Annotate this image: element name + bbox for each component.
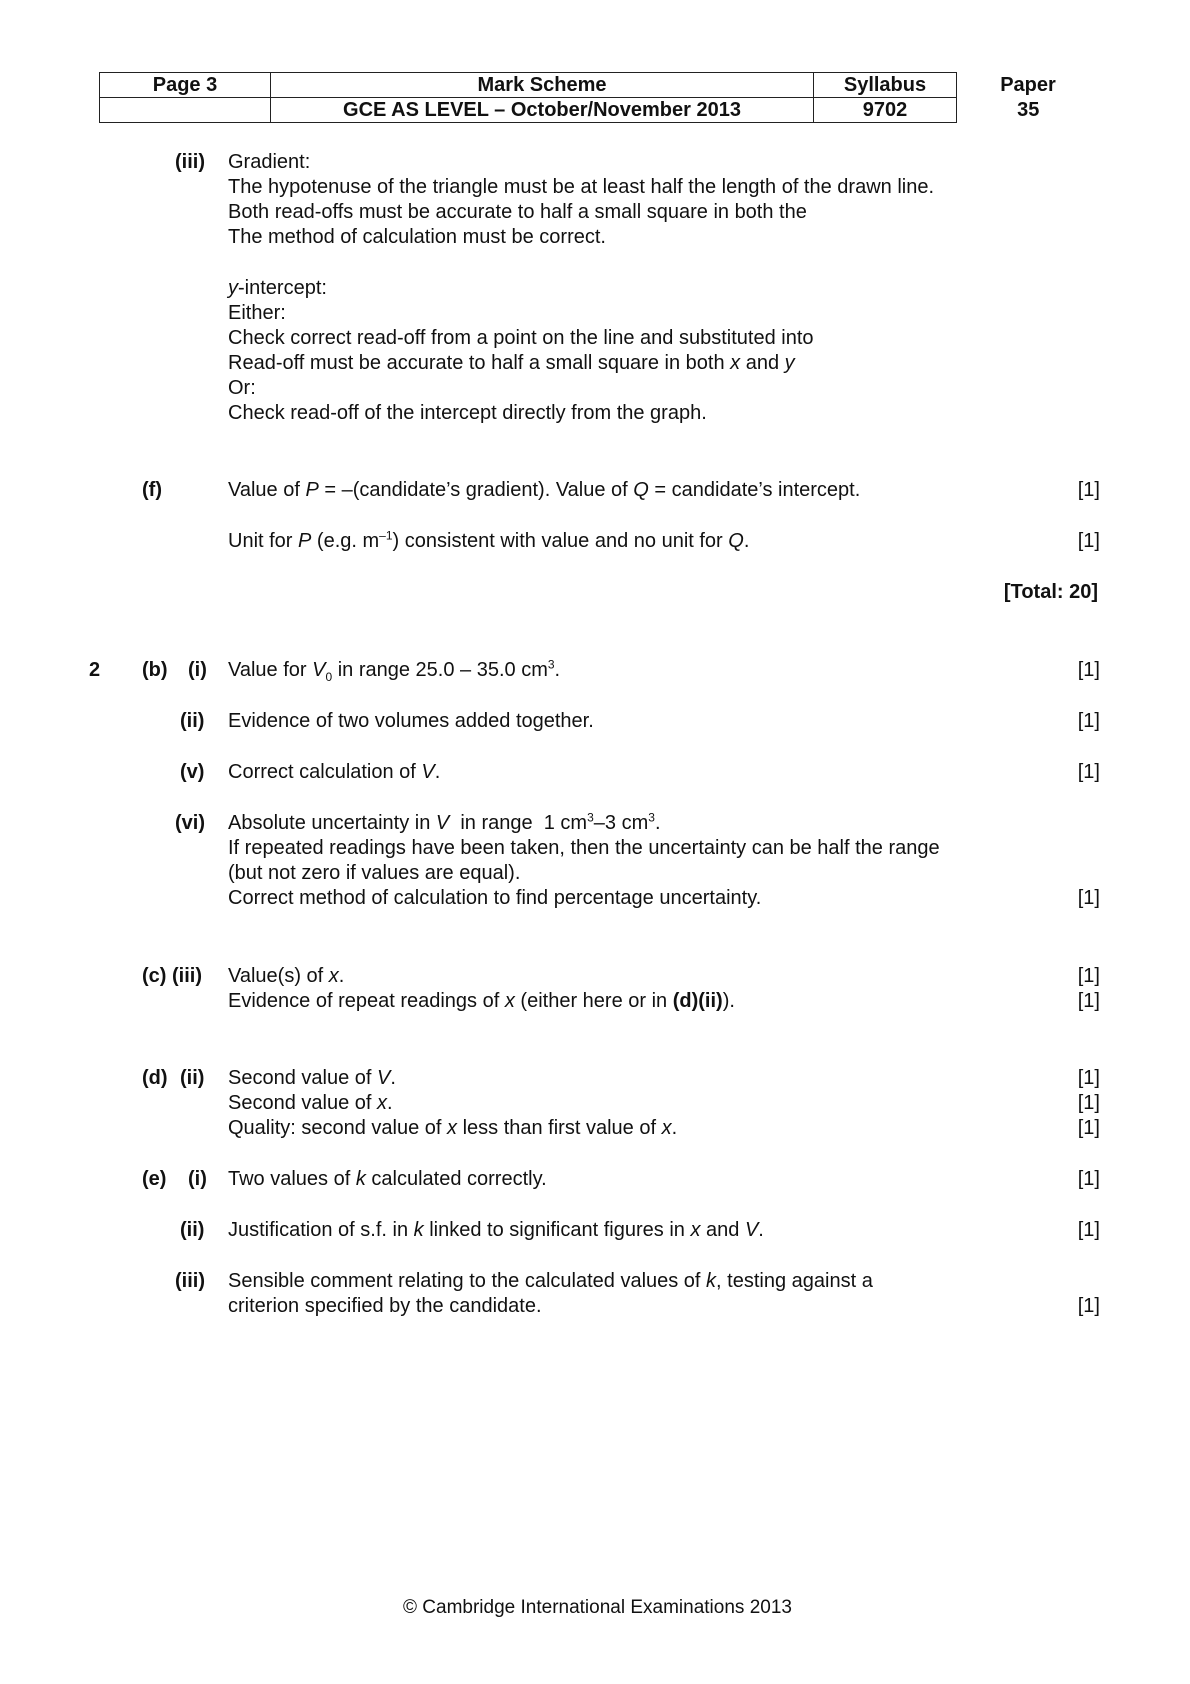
q1f-label: (f)	[142, 479, 162, 501]
q2b-i-text: Value for $V_0$ in range 25.0 – 35.0 $cm^3$.	[228, 657, 561, 684]
mark: [1]	[1077, 1092, 1100, 1114]
q2e-iii-line-1: Sensible comment relating to the calculated values of k, testing against a	[228, 1270, 873, 1292]
direct-line: Check read-off of the intercept directly from the graph.	[228, 402, 707, 424]
gradient-line-2: Both read-offs must be accurate to half a small square in both the	[228, 201, 807, 223]
q2c-line-1: Value(s) of x.	[228, 965, 345, 987]
q2c-label: (c) (iii)	[142, 965, 203, 987]
mark: [1]	[1077, 1168, 1100, 1190]
paper-number: 35	[1017, 99, 1040, 121]
q2b-vi-line-1: Absolute uncertainty in V in range 1 $cm^3-3$ $cm^3$.	[228, 810, 661, 834]
q2b-vi-label: (vi)	[175, 812, 205, 834]
q2-number: 2	[89, 659, 101, 681]
q2b-v-label: (v)	[180, 761, 205, 783]
doc-title: Mark Scheme	[271, 73, 814, 98]
readoff-line: Read-off must be accurate to half a small square in both x and y	[228, 352, 795, 374]
q2b-v-text: Correct calculation of V.	[228, 761, 441, 783]
paper-label: Paper	[1000, 74, 1056, 96]
q1f-line-1: Value of P = –(candidate’s gradient). Value of Q = candidate’s intercept.	[228, 479, 861, 501]
mark: [1]	[1077, 1219, 1100, 1241]
q2d-line-3: Quality: second value of x less than first value of x.	[228, 1117, 678, 1139]
q2e-ii-label: (ii)	[180, 1219, 205, 1241]
mark: [1]	[1077, 659, 1100, 681]
gradient-line-1: The hypotenuse of the triangle must be at least half the length of the drawn line.	[228, 176, 935, 198]
q2b-label: (b)	[142, 659, 168, 681]
mark: [1]	[1077, 1117, 1100, 1139]
mark: [1]	[1077, 761, 1100, 783]
check-line: Check correct read-off from a point on the line and substituted into	[228, 327, 814, 349]
empty-cell	[100, 98, 271, 123]
or-label: Or:	[228, 377, 256, 399]
q2e-iii-label: (iii)	[175, 1270, 205, 1292]
mark: [1]	[1077, 710, 1100, 732]
intercept-heading: y-intercept:	[228, 277, 327, 299]
syllabus-code: 9702	[814, 98, 957, 123]
q2d-label: (d)	[142, 1067, 168, 1089]
gradient-line-3: The method of calculation must be correct.	[228, 226, 606, 248]
q2b-vi-line-3: (but not zero if values are equal).	[228, 862, 521, 884]
q1f-line-2: Unit for P (e.g. $m^{-1}$) consistent with value and no unit for Q.	[228, 528, 750, 552]
gradient-heading: Gradient:	[228, 151, 311, 173]
mark: [1]	[1077, 1067, 1100, 1089]
mark: [1]	[1077, 990, 1100, 1012]
q2e-label: (e)	[142, 1168, 167, 1190]
mark: [1]	[1077, 1295, 1100, 1317]
q2e-iii-line-2: criterion specified by the candidate.	[228, 1295, 542, 1317]
q2d-line-2: Second value of x.	[228, 1092, 393, 1114]
q2d-ii-label: (ii)	[180, 1067, 205, 1089]
q2b-vi-line-2: If repeated readings have been taken, then the uncertainty can be half the range	[228, 837, 940, 859]
q2b-ii-label: (ii)	[180, 710, 205, 732]
mark: [1]	[1077, 965, 1100, 987]
q2d-line-1: Second value of V.	[228, 1067, 396, 1089]
mark: [1]	[1077, 479, 1100, 501]
q2c-line-2: Evidence of repeat readings of x (either here or in (d)(ii)).	[228, 990, 735, 1012]
copyright-footer: © Cambridge International Examinations 2013	[403, 1597, 792, 1618]
mark: [1]	[1077, 530, 1100, 552]
page-label: Page 3	[100, 73, 271, 98]
q2e-ii-text: Justification of s.f. in k linked to significant figures in x and V.	[228, 1219, 764, 1241]
q2b-ii-text: Evidence of two volumes added together.	[228, 710, 594, 732]
exam-session: GCE AS LEVEL – October/November 2013	[271, 98, 814, 123]
mark: [1]	[1077, 887, 1100, 909]
q2b-vi-line-4: Correct method of calculation to find percentage uncertainty.	[228, 887, 762, 909]
q2e-i-label: (i)	[188, 1168, 207, 1190]
header-table	[99, 72, 1100, 123]
total-marks: [Total: 20]	[1003, 581, 1098, 603]
q2e-i-text: Two values of k calculated correctly.	[228, 1168, 547, 1190]
q1e-iii-label: (iii)	[175, 151, 205, 173]
q2b-i-label: (i)	[188, 659, 207, 681]
either-label: Either:	[228, 302, 286, 324]
syllabus-label: Syllabus	[814, 73, 957, 98]
